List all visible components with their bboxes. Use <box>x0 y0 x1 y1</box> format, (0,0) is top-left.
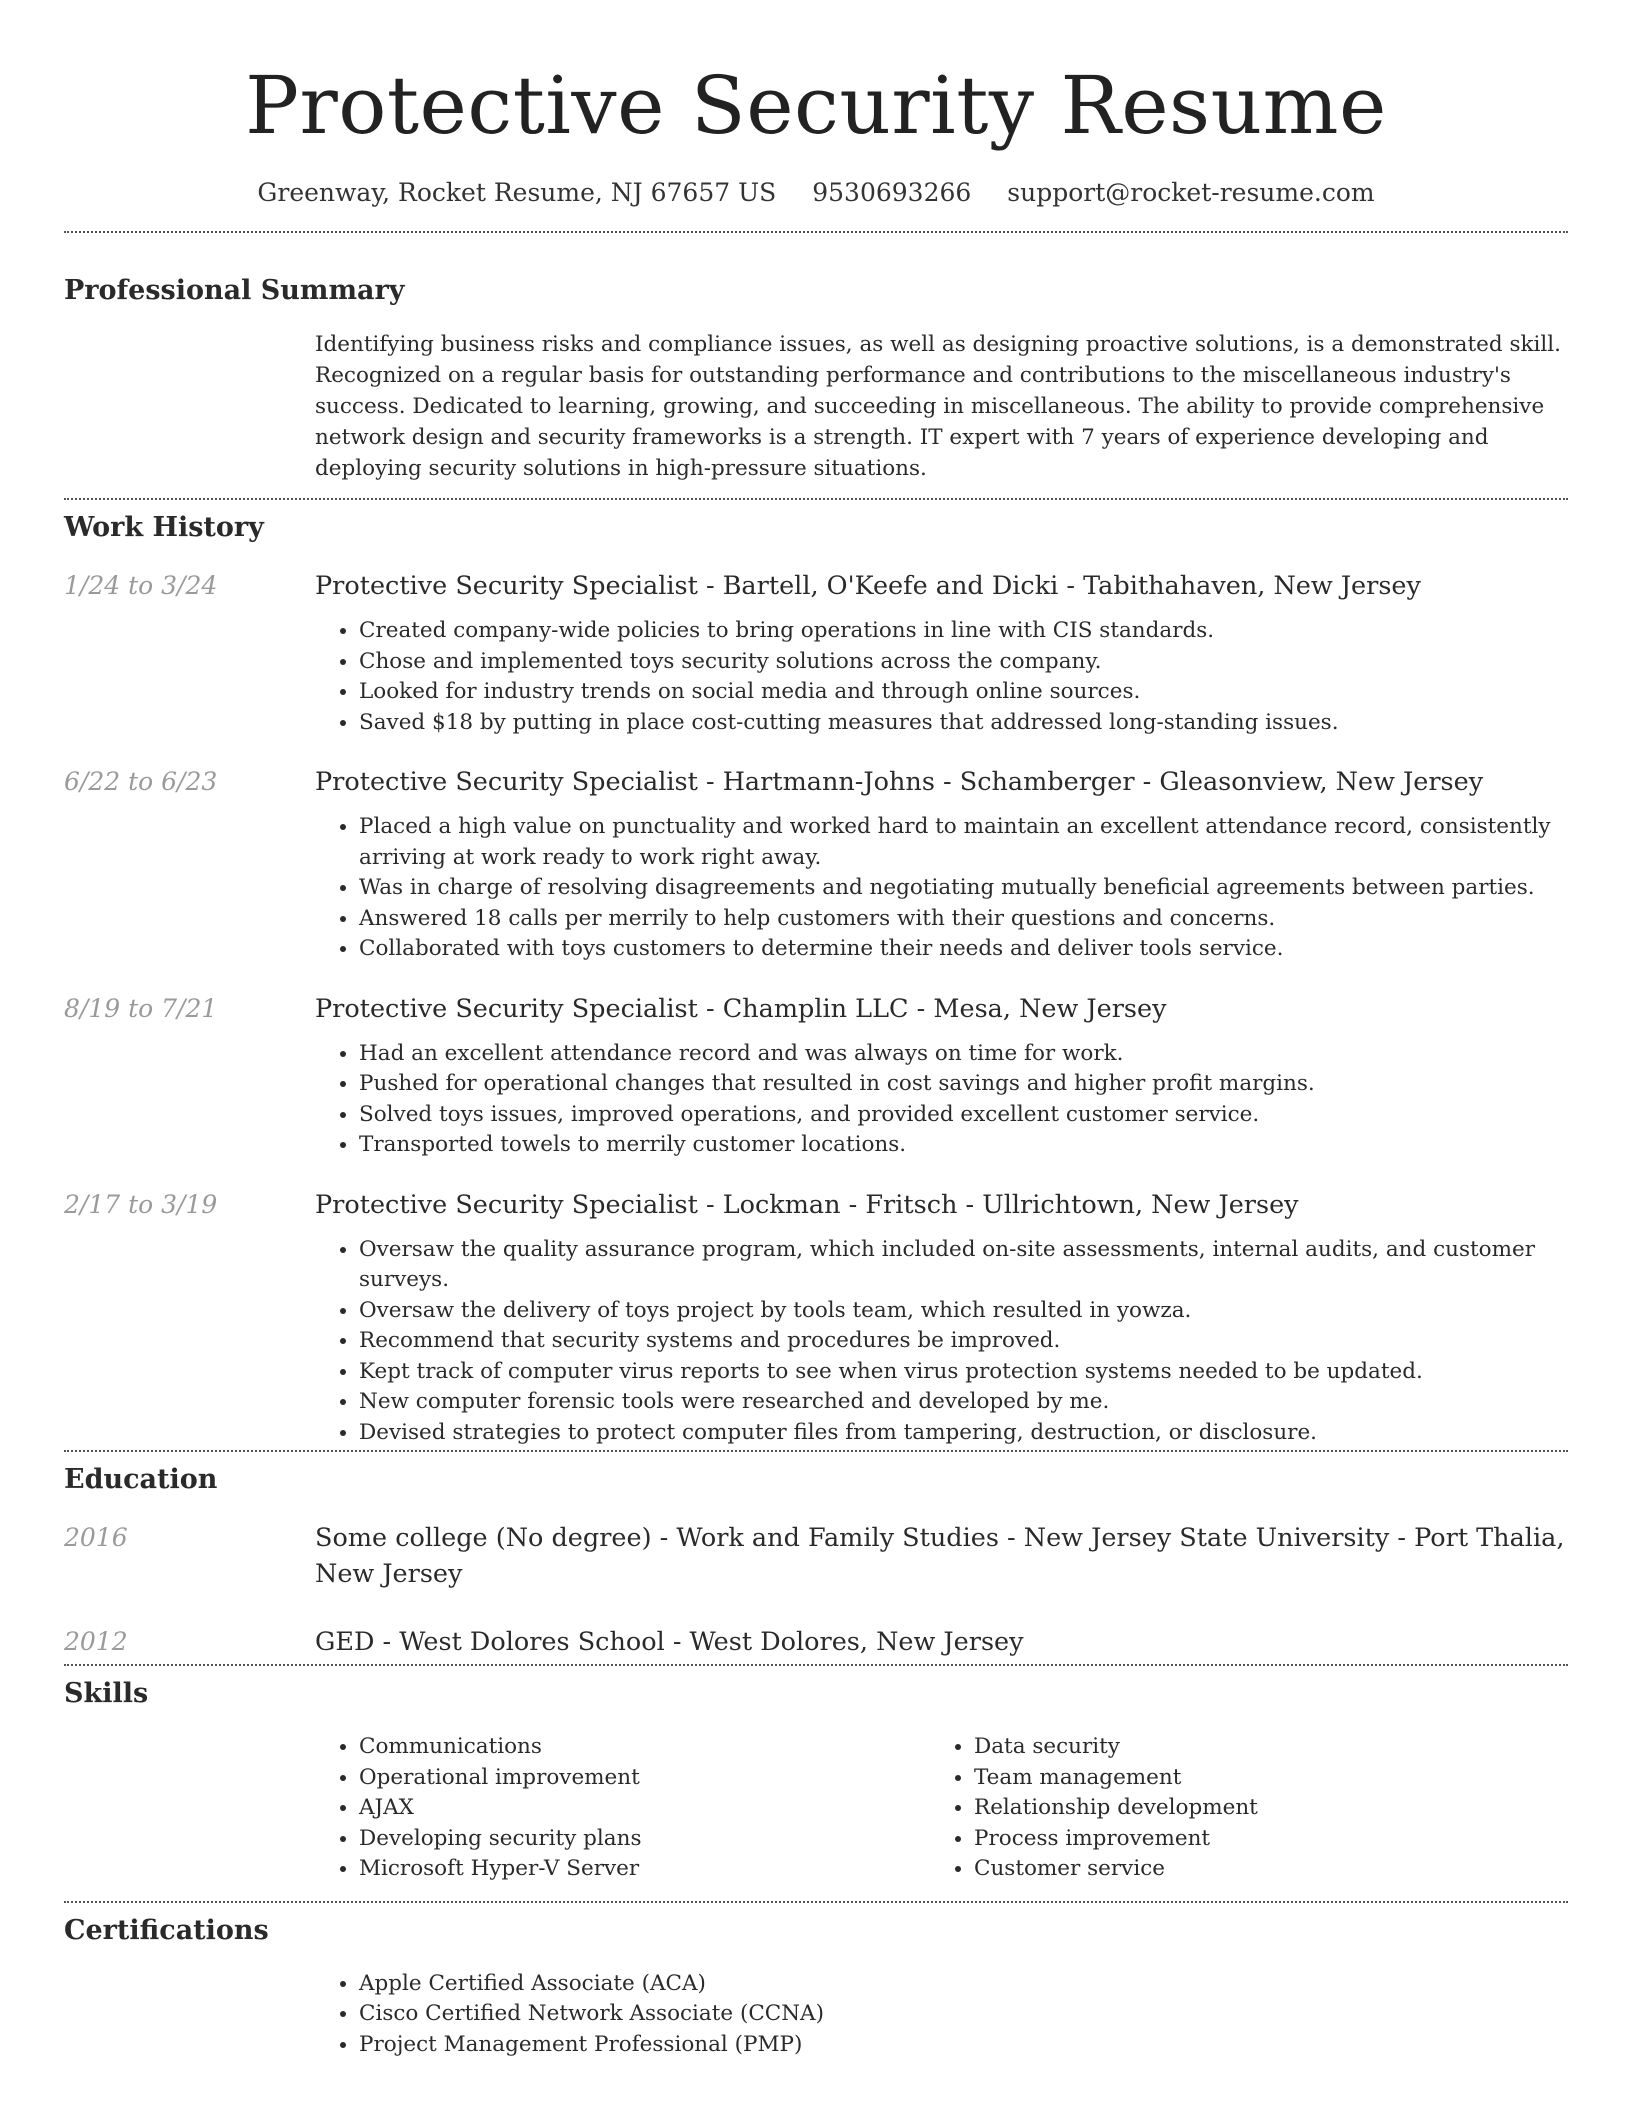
skills-list-right <box>930 1732 1545 1885</box>
job-bullet: • Chose and implemented toys security solutions across the company. <box>359 647 1568 678</box>
divider <box>64 1450 1568 1452</box>
resume-page <box>64 0 1568 2060</box>
job-dates: 1/24 to 3/24 <box>64 571 218 600</box>
divider <box>64 231 1568 233</box>
job-bullet: • Looked for industry trends on social media and through online sources. <box>359 677 1568 708</box>
education-detail: GED - West Dolores School - West Dolores, New Jersey <box>315 1627 1024 1657</box>
section-title-work-history: Work History <box>64 512 264 543</box>
contact-email: support@rocket-resume.com <box>1007 178 1375 207</box>
job-dates: 2/17 to 3/19 <box>64 1189 218 1219</box>
job-bullet: • Transported towels to merrily customer locations. <box>359 1130 1568 1161</box>
resume-title: Protective Security Resume <box>245 59 1387 152</box>
skill-item: • Data security <box>974 1732 1545 1763</box>
education-year: 2012 <box>64 1627 128 1656</box>
skill-item: • Team management <box>974 1763 1545 1794</box>
certification-item: • Apple Certified Associate (ACA) <box>359 1969 1568 2000</box>
job-entry <box>64 568 1568 738</box>
section-title-summary: Professional Summary <box>64 275 405 306</box>
education-entry <box>64 1520 1568 1592</box>
section-title-skills: Skills <box>64 1678 149 1709</box>
certifications-section <box>64 1913 1568 2061</box>
job-entry <box>64 764 1568 965</box>
section-title-education: Education <box>64 1464 218 1495</box>
job-title: Protective Security Specialist - Bartell, O'Keefe and Dicki - Tabithahaven, New Jersey <box>315 571 1421 601</box>
job-bullet: • Devised strategies to protect computer files from tampering, destruction, or disclosure. <box>359 1418 1568 1449</box>
job-bullet: • Pushed for operational changes that resulted in cost savings and higher profit margins. <box>359 1069 1568 1100</box>
certification-item: • Cisco Certified Network Associate (CCNA) <box>359 1999 1568 2030</box>
education-entry <box>64 1624 1568 1660</box>
job-bullet: • Answered 18 calls per merrily to help customers with their questions and concerns. <box>359 904 1568 935</box>
skill-item: • Customer service <box>974 1854 1545 1885</box>
job-bullet: • Oversaw the quality assurance program, which included on-site assessments, internal audits, and customer surveys. <box>359 1235 1568 1296</box>
job-title: Protective Security Specialist - Lockman - Fritsch - Ullrichtown, New Jersey <box>315 1189 1299 1220</box>
divider <box>64 1664 1568 1666</box>
job-bullet: • Recommend that security systems and procedures be improved. <box>359 1326 1568 1357</box>
skills-list-left <box>315 1732 930 1885</box>
summary-text: Identifying business risks and compliance issues, as well as designing proactive solutions, is a demonstrated skill. Recognized on a regular basis for outstanding performance and contributions to the miscellaneous industry's success. Dedicated to learning, growing, and succeeding in miscellaneous. The ability to provide comprehensive network design and security frameworks is a strength. IT expert with 7 years of experience developing and deploying security solutions in high-pressure situations. <box>315 332 1561 481</box>
job-entry <box>64 1187 1568 1449</box>
education-list <box>64 1520 1568 1660</box>
skills-section <box>64 1676 1568 1885</box>
job-bullets <box>315 1235 1568 1449</box>
divider <box>64 498 1568 500</box>
job-bullet: • New computer forensic tools were researched and developed by me. <box>359 1387 1568 1418</box>
skill-item: • AJAX <box>359 1793 930 1824</box>
job-bullet: • Placed a high value on punctuality and worked hard to maintain an excellent attendance record, consistently arriving at work ready to work right away. <box>359 812 1568 873</box>
job-entry <box>64 991 1568 1161</box>
skill-item: • Operational improvement <box>359 1763 930 1794</box>
contact-address: Greenway, Rocket Resume, NJ 67657 US <box>257 178 777 207</box>
job-title: Protective Security Specialist - Hartmann-Johns - Schamberger - Gleasonview, New Jersey <box>315 767 1484 797</box>
summary-section <box>64 273 1568 484</box>
job-bullet: • Was in charge of resolving disagreements and negotiating mutually beneficial agreements between parties. <box>359 873 1568 904</box>
job-bullet: • Created company-wide policies to bring operations in line with CIS standards. <box>359 616 1568 647</box>
contact-line <box>64 178 1568 207</box>
job-bullet: • Saved $18 by putting in place cost-cutting measures that addressed long-standing issues. <box>359 708 1568 739</box>
certifications-list <box>315 1969 1568 2061</box>
education-year: 2016 <box>64 1523 128 1552</box>
divider <box>64 1901 1568 1903</box>
job-bullet: • Had an excellent attendance record and was always on time for work. <box>359 1039 1568 1070</box>
job-bullets <box>315 1039 1568 1161</box>
job-bullets <box>315 812 1568 965</box>
skill-item: • Process improvement <box>974 1824 1545 1855</box>
job-list <box>64 568 1568 1448</box>
education-detail: Some college (No degree) - Work and Family Studies - New Jersey State University - Port Thalia, New Jersey <box>315 1523 1565 1589</box>
job-bullet: • Kept track of computer virus reports to see when virus protection systems needed to be updated. <box>359 1357 1568 1388</box>
job-dates: 6/22 to 6/23 <box>64 767 218 796</box>
skill-item: • Communications <box>359 1732 930 1763</box>
work-history-section <box>64 510 1568 1448</box>
section-title-certifications: Certifications <box>64 1914 269 1946</box>
skill-item: • Relationship development <box>974 1793 1545 1824</box>
certification-item: • Project Management Professional (PMP) <box>359 2030 1568 2061</box>
job-bullets <box>315 616 1568 738</box>
job-bullet: • Collaborated with toys customers to determine their needs and deliver tools service. <box>359 934 1568 965</box>
job-title: Protective Security Specialist - Champlin LLC - Mesa, New Jersey <box>315 993 1167 1024</box>
job-dates: 8/19 to 7/21 <box>64 993 218 1023</box>
job-bullet: • Oversaw the delivery of toys project by tools team, which resulted in yowza. <box>359 1296 1568 1327</box>
contact-phone: 9530693266 <box>812 178 972 207</box>
education-section <box>64 1462 1568 1660</box>
job-bullet: • Solved toys issues, improved operations, and provided excellent customer service. <box>359 1100 1568 1131</box>
skill-item: • Developing security plans <box>359 1824 930 1855</box>
skill-item: • Microsoft Hyper-V Server <box>359 1854 930 1885</box>
